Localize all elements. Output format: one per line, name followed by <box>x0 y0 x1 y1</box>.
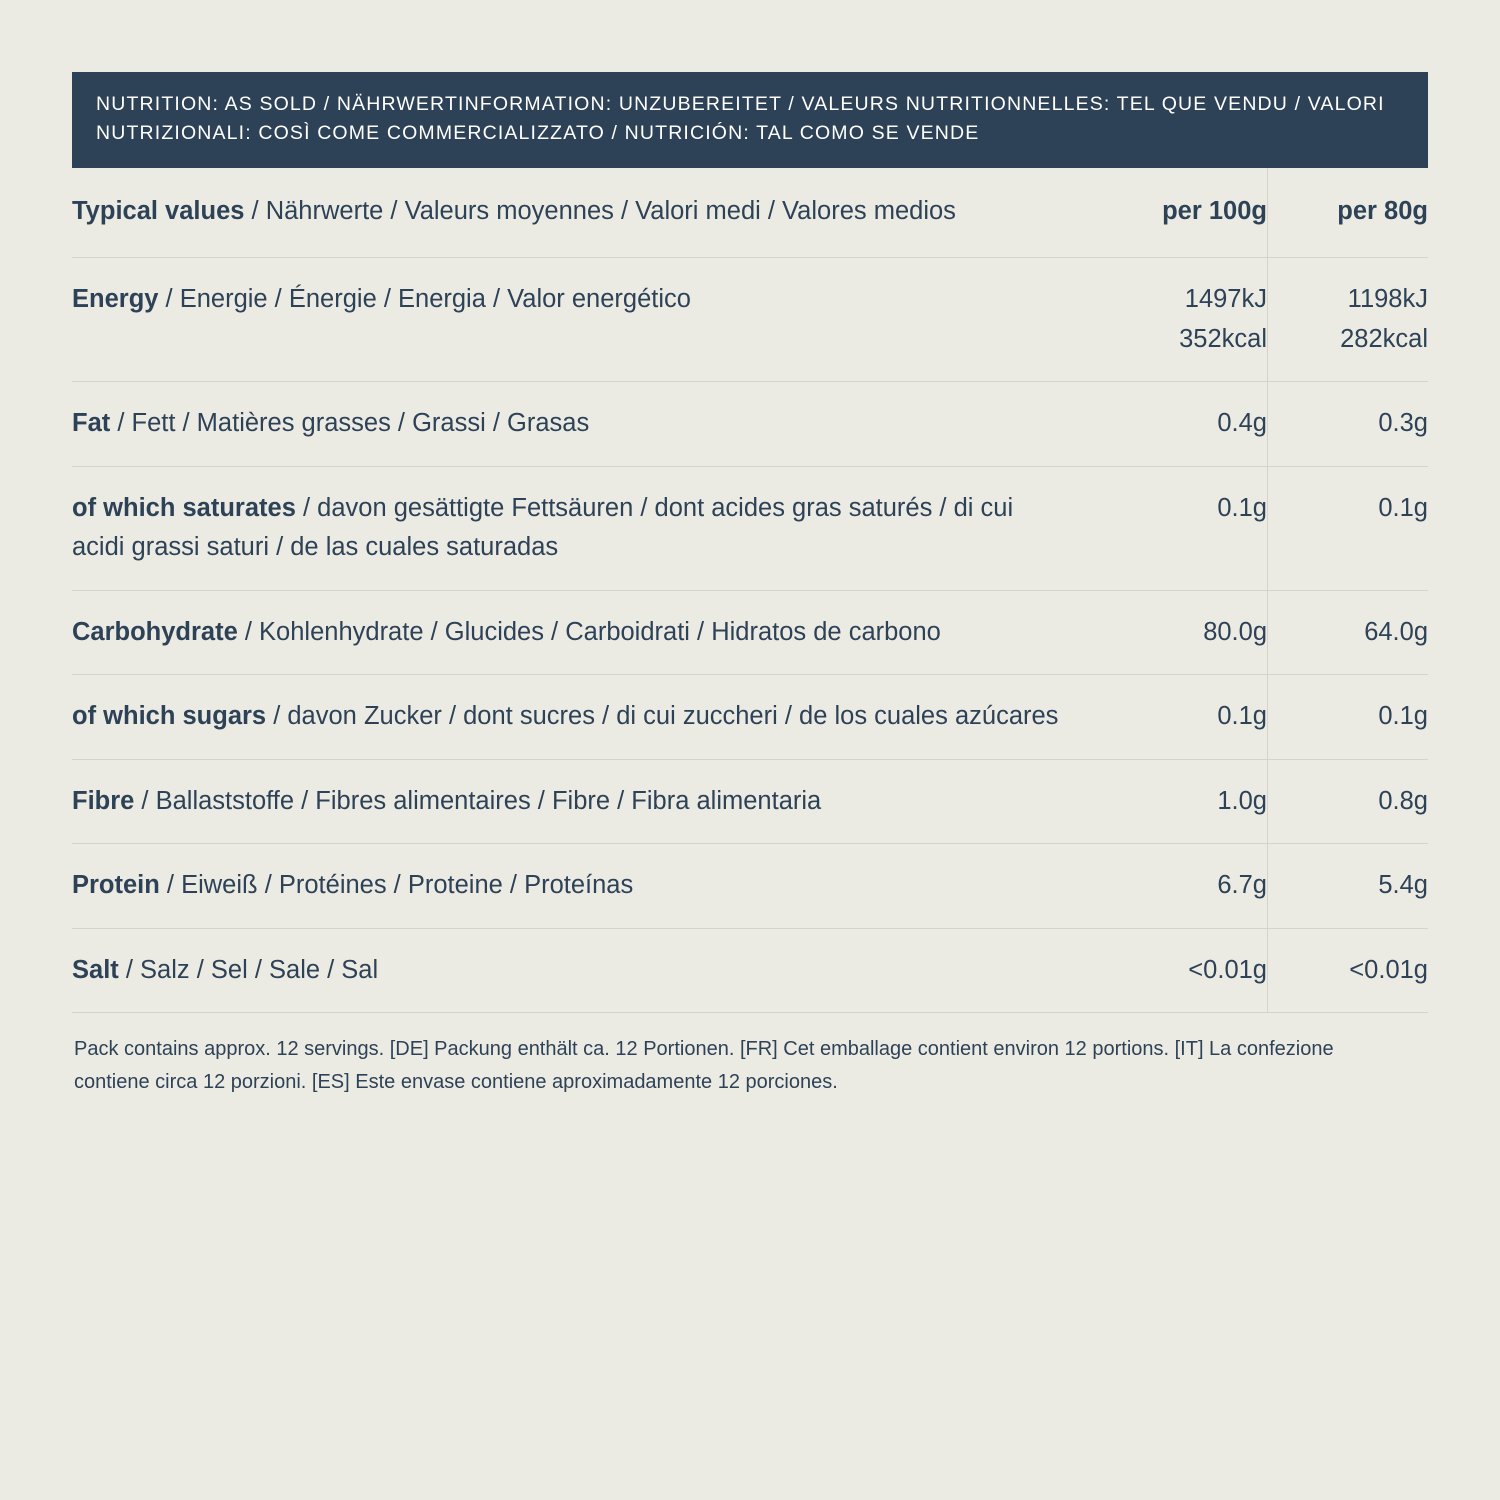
table-row-saturates <box>72 466 1428 590</box>
row-label-bold-fat: Fat <box>72 409 111 438</box>
row-label-rest-fibre: / Ballaststoffe / Fibres alimentaires / Fibre / Fibra alimentaria <box>134 786 822 815</box>
row-label-protein <box>72 844 1067 929</box>
header-per-100g: per 100g <box>1067 168 1268 258</box>
row-value-100g-carbohydrate: 80.0g <box>1067 590 1268 675</box>
row-value-80g-fat: 0.3g <box>1268 382 1429 467</box>
row-value-80g-energy <box>1268 258 1429 382</box>
row-value-80g-salt: <0.01g <box>1268 928 1429 1013</box>
row-value-100g-fibre: 1.0g <box>1067 759 1268 844</box>
row-label-rest-energy: / Energie / Énergie / Energia / Valor energético <box>158 285 691 314</box>
row-value-80g-protein: 5.4g <box>1268 844 1429 929</box>
row-label-bold-fibre: Fibre <box>72 786 135 815</box>
row-label-bold-energy: Energy <box>72 285 159 314</box>
table-row-fat <box>72 382 1428 467</box>
row-label-rest-protein: / Eiweiß / Protéines / Proteine / Proteínas <box>159 871 634 900</box>
row-label-rest-sugars: / davon Zucker / dont sucres / di cui zuccheri / de los cuales azúcares <box>266 702 1059 731</box>
value-line-2: 352kcal <box>1179 324 1267 353</box>
value-line-1: 1198kJ <box>1347 285 1428 314</box>
row-label-saturates <box>72 466 1067 590</box>
row-label-fibre <box>72 759 1067 844</box>
header-label-bold: Typical values <box>72 196 245 225</box>
row-value-100g-salt: <0.01g <box>1067 928 1268 1013</box>
row-value-80g-carbohydrate: 64.0g <box>1268 590 1429 675</box>
row-label-salt <box>72 928 1067 1013</box>
header-per-80g: per 80g <box>1268 168 1429 258</box>
row-value-100g-saturates: 0.1g <box>1067 466 1268 590</box>
row-value-80g-saturates: 0.1g <box>1268 466 1429 590</box>
table-row-carbohydrate <box>72 590 1428 675</box>
table-row-energy <box>72 258 1428 382</box>
row-label-rest-fat: / Fett / Matières grasses / Grassi / Grasas <box>110 409 590 438</box>
table-row-fibre <box>72 759 1428 844</box>
row-label-rest-carbohydrate: / Kohlenhydrate / Glucides / Carboidrati / Hidratos de carbono <box>237 617 941 646</box>
row-value-100g-sugars: 0.1g <box>1067 675 1268 760</box>
table-row-salt <box>72 928 1428 1013</box>
row-label-bold-protein: Protein <box>72 871 160 900</box>
row-label-bold-carbohydrate: Carbohydrate <box>72 617 238 646</box>
row-label-sugars <box>72 675 1067 760</box>
table-header-row <box>72 168 1428 258</box>
row-label-rest-salt: / Salz / Sel / Sale / Sal <box>118 955 379 984</box>
nutrition-table <box>72 168 1428 1014</box>
row-value-80g-sugars: 0.1g <box>1268 675 1429 760</box>
row-label-energy <box>72 258 1067 382</box>
row-label-bold-sugars: of which sugars <box>72 702 267 731</box>
servings-footnote: Pack contains approx. 12 servings. [DE] Packung enthält ca. 12 Portionen. [FR] Cet emballage contient environ 12 portions. [IT] La confezione contiene circa 12 porzioni. [ES] Este envase contiene aproximadamente 12 porciones. <box>74 1038 1334 1093</box>
row-label-bold-saturates: of which saturates <box>72 493 296 522</box>
row-label-fat <box>72 382 1067 467</box>
row-label-rest-saturates: / davon gesättigte Fettsäuren / dont acides gras saturés / di cui acidi grassi saturi / de las cuales saturadas <box>72 493 1014 562</box>
row-value-80g-fibre: 0.8g <box>1268 759 1429 844</box>
nutrition-table-body <box>72 168 1428 1013</box>
table-row-protein <box>72 844 1428 929</box>
row-value-100g-energy <box>1067 258 1268 382</box>
table-row-sugars <box>72 675 1428 760</box>
header-label-cell <box>72 168 1067 258</box>
row-value-100g-fat: 0.4g <box>1067 382 1268 467</box>
value-line-2: 282kcal <box>1340 324 1428 353</box>
header-label-rest: / Nährwerte / Valeurs moyennes / Valori medi / Valores medios <box>244 196 956 225</box>
value-line-1: 1497kJ <box>1184 285 1267 314</box>
row-value-100g-protein: 6.7g <box>1067 844 1268 929</box>
row-label-bold-salt: Salt <box>72 955 119 984</box>
row-label-carbohydrate <box>72 590 1067 675</box>
nutrition-banner: NUTRITION: AS SOLD / NÄHRWERTINFORMATION: UNZUBEREITET / VALEURS NUTRITIONNELLES: TEL QUE VENDU / VALORI NUTRIZIONALI: COSÌ COME COMMERCIALIZZATO / NUTRICIÓN: TAL COMO SE VENDE <box>72 72 1428 168</box>
